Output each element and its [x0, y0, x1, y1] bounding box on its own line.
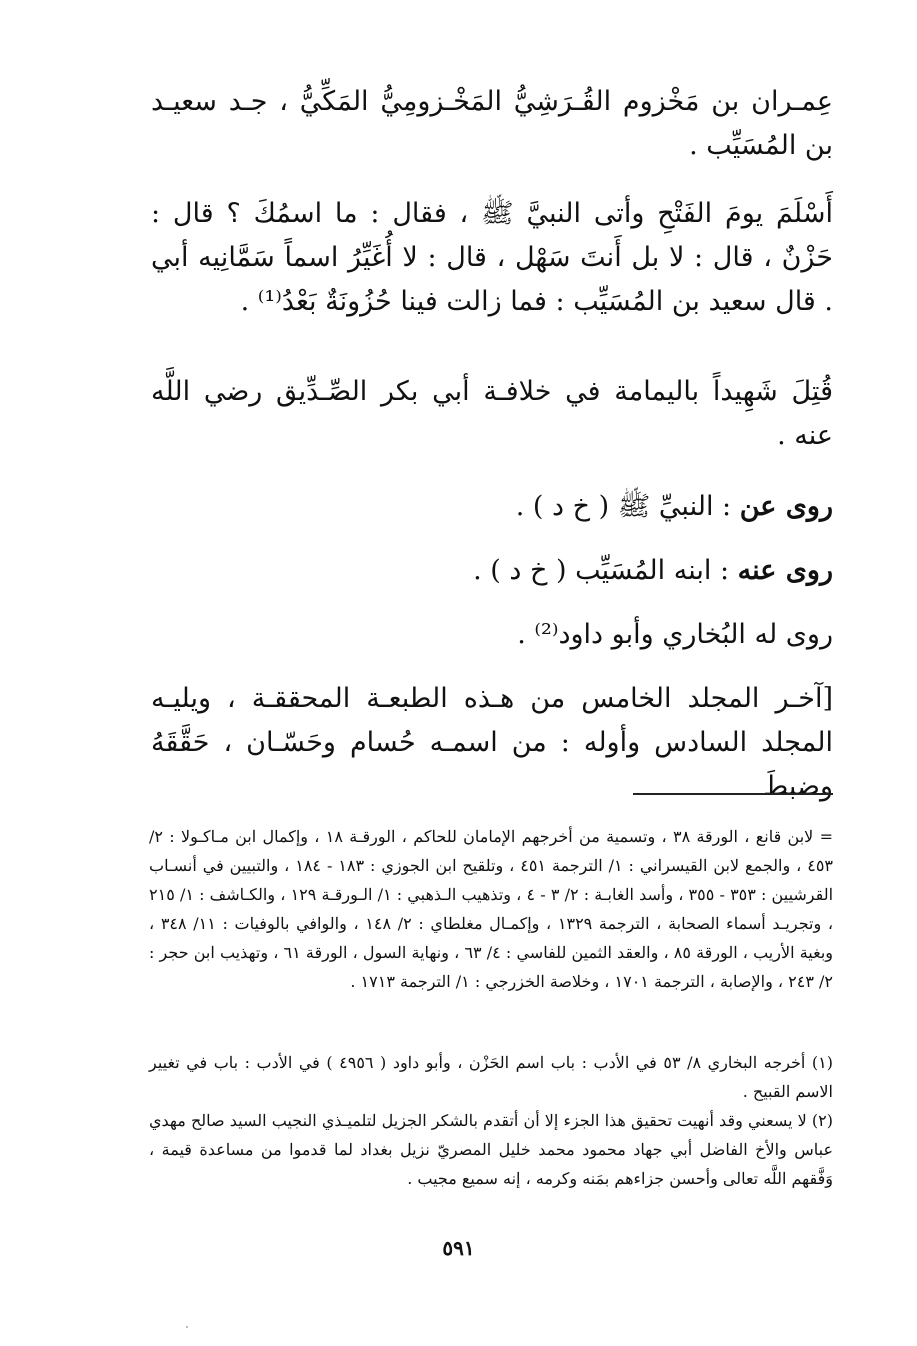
- narrated-from-line: [516, 485, 833, 529]
- narrated-from-text: : النبيِّ ﷺ ( خ د ) .: [515, 491, 732, 522]
- volume-end-note: [آخـر المجلد الخامس من هـذه الطبعـة المحققـة ، ويليـه المجلد السادس وأوله : من اسمـه حُسام وحَسّـان ، حَقَّقَهُ وضبطَ: [151, 683, 833, 802]
- narrated-by-label: روى عنه: [737, 555, 833, 586]
- paragraph-conversion-story: أَسْلَمَ يومَ الفَتْحِ وأتى النبيَّ ﷺ ، فقال : ما اسمُكَ ؟ قال : حَزْنٌ ، قال : لا بل أَنتَ سَهْل ، قال : لا أُغَيِّرُ اسماً سَمَّانِيه أبي . قال سعيد بن المُسَيِّب : فما زالت فينا حُزُونَةٌ بَعْدُ⁽¹⁾ .: [151, 198, 833, 317]
- narrated-for-line: روى له البُخاري وأبو داود⁽²⁾ .: [517, 619, 833, 650]
- narrated-by-line: [473, 549, 833, 593]
- narrated-from-label: روى عن: [739, 491, 833, 522]
- footnote-2: (٢) لا يسعني وقد أنهيت تحقيق هذا الجزء إلا أن أتقدم بالشكر الجزيل لتلميـذي النجيب السيد صالح مهدي عباس والأخ الفاضل أبي جهاد محمود محمد خليل المصريّ نزيل بغداد لما قدموا من مساعدة قيمة ، وَفَّقهم اللَّه تعالى وأحسن جزاءهم بمَنه وكرمه ، إنه سميع مجيب .: [149, 1111, 834, 1188]
- footnote-continued: = لابن قانع ، الورقة ٣٨ ، وتسمية من أخرجهم الإمامان للحاكم ، الورقـة ١٨ ، وإكمال ابن مـاكـولا : ٢/ ٤٥٣ ، والجمع لابن القيسراني : ١/ الترجمة ٤٥١ ، وتلقيح ابن الجوزي : ١٨٣ - ١٨٤ ، والتبيين في أنسـاب القرشيين : ٣٥٣ - ٣٥٥ ، وأسد الغابـة : ٢/ ٣ - ٤ ، وتذهيب الـذهبي : ١/ الـورقـة ١٢٩ ، والكـاشف : ١/ ٢١٥ ، وتجريـد أسماء الصحابة ، الترجمة ١٣٢٩ ، وإكمـال مغلطاي : ٢/ ١٤٨ ، والوافي بالوفيات : ١١/ ٣٤٨ ، وبغية الأريب ، الورقة ٨٥ ، والعقد الثمين للفاسي : ٤/ ٦٣ ، ونهاية السول ، الورقة ٦١ ، وتهذيب ابن حجر : ٢/ ٢٤٣ ، والإصابة ، الترجمة ١٧٠١ ، وخلاصة الخزرجي : ١/ الترجمة ١٧١٣ .: [149, 827, 834, 991]
- footnote-1: (١) أخرجه البخاري ٨/ ٥٣ في الأدب : باب اسم الحَزْن ، وأبو داود ( ٤٩٥٦ ) في الأدب : باب في تغيير الاسم القبيح .: [149, 1053, 833, 1101]
- page-number: ٥٩١: [442, 1236, 475, 1260]
- paragraph-lineage: عِمـران بن مَخْزوم القُـرَشِيُّ المَخْـزومِيُّ المَكِّيُّ ، جـد سعيـد بن المُسَيِّب .: [151, 86, 833, 161]
- scan-speck: [186, 1326, 188, 1328]
- footnote-separator: [633, 793, 833, 795]
- narrated-by-text: : ابنه المُسَيِّب ( خ د ) .: [473, 555, 730, 586]
- paragraph-death: قُتِلَ شَهِيداً باليمامة في خلافـة أبي بكر الصِّـدِّيق رضي اللَّه عنه .: [151, 376, 833, 451]
